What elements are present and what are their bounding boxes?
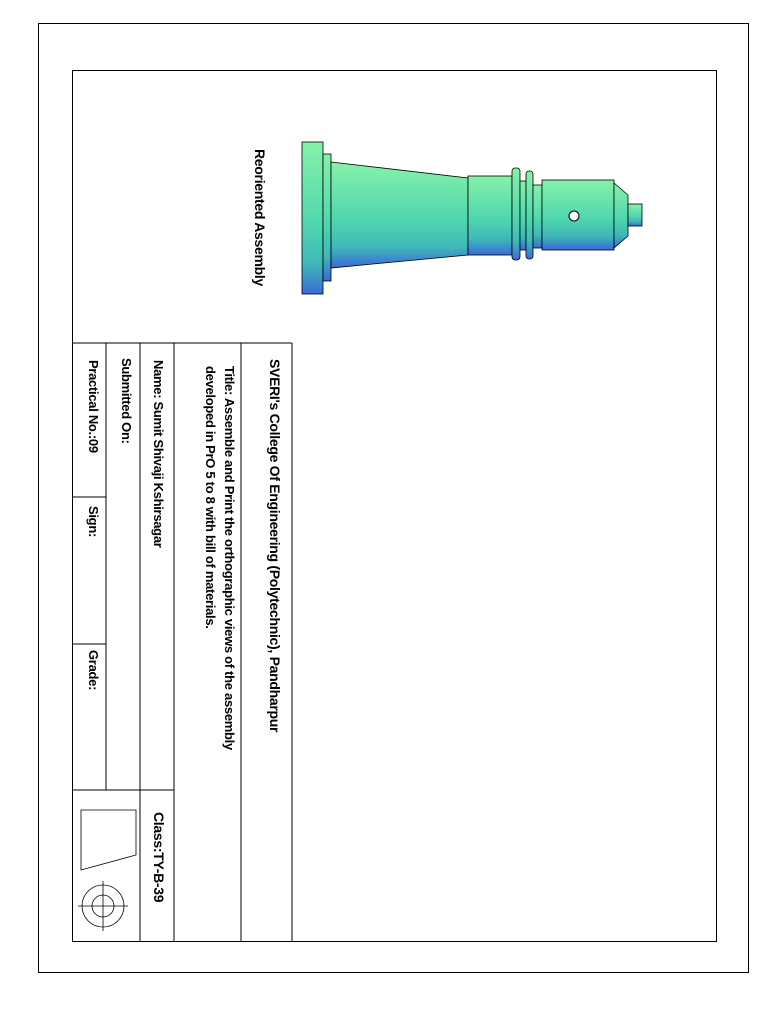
chamfer bbox=[614, 183, 628, 248]
neck-2 bbox=[533, 185, 542, 248]
title-line-2: developed in PrO 5 to 8 with bill of materials. bbox=[203, 366, 218, 629]
flange bbox=[302, 142, 323, 294]
projection-symbol bbox=[78, 810, 136, 931]
shaft-section bbox=[468, 176, 512, 255]
projection-symbol-frustum bbox=[81, 810, 136, 870]
college-name: SVERI's College Of Engineering (Polytechnic), Pandharpur bbox=[267, 359, 283, 733]
title-line-1: Title: Assemble and Print the orthographic views of the assembly bbox=[222, 366, 237, 750]
collar bbox=[323, 154, 331, 281]
sign-label: Sign: bbox=[86, 506, 101, 537]
title-block-grid bbox=[72, 343, 292, 942]
assembly-model bbox=[302, 142, 642, 294]
submitted-on-label: Submitted On: bbox=[119, 358, 134, 444]
grade-label: Grade: bbox=[86, 650, 101, 691]
cross-hole bbox=[569, 211, 579, 221]
student-name: Name: Sumit Shivaji Kshirsagar bbox=[151, 360, 166, 548]
ring-1 bbox=[512, 168, 520, 260]
practical-no-label: Practical No.:09 bbox=[86, 360, 101, 453]
pin bbox=[628, 204, 642, 226]
view-label: Reoriented Assembly bbox=[252, 149, 268, 286]
taper-body bbox=[331, 162, 468, 268]
neck-1 bbox=[520, 181, 526, 250]
ring-2 bbox=[526, 171, 533, 259]
class-label: Class:TY-B-39 bbox=[151, 812, 167, 903]
